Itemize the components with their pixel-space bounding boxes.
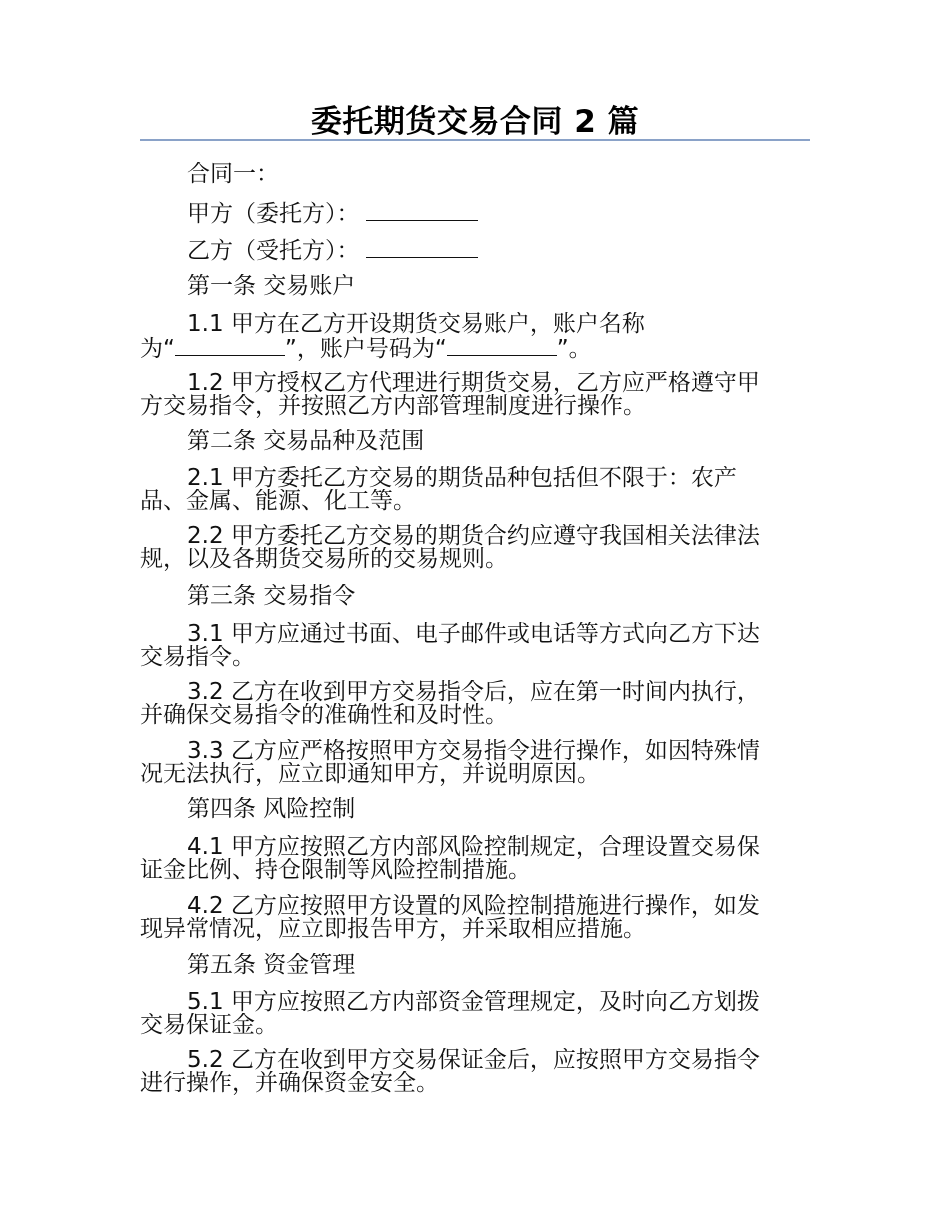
party-a-label: 甲方（委托方）： (187, 201, 360, 226)
party-b-label: 乙方（受托方）： (187, 238, 360, 263)
clause-2-1-line-1: 2.1 甲方委托乙方交易的期货品种包括但不限于：农产 (187, 466, 737, 490)
clause-3-2-line-2: 并确保交易指令的准确性和及时性。 (140, 703, 508, 727)
account-name-blank (175, 335, 285, 356)
clause-1-1-line-1: 1.1 甲方在乙方开设期货交易账户，账户名称 (187, 312, 645, 336)
clause-2-2-line-1: 2.2 甲方委托乙方交易的期货合约应遵守我国相关法律法 (187, 524, 760, 548)
clause-1-1-line-2 (140, 335, 810, 361)
clause-3-3-line-1: 3.3 乙方应严格按照甲方交易指令进行操作，如因特殊情 (187, 739, 760, 763)
account-number-blank (447, 335, 557, 356)
article-4-heading: 第四条 风险控制 (187, 797, 356, 821)
clause-1-2-line-2: 方交易指令，并按照乙方内部管理制度进行操作。 (140, 394, 646, 418)
contract-heading: 合同一： (187, 162, 279, 186)
clause-3-1-line-2: 交易指令。 (140, 645, 255, 669)
clause-3-1-line-1: 3.1 甲方应通过书面、电子邮件或电话等方式向乙方下达 (187, 622, 760, 646)
clause-2-2-line-2: 规，以及各期货交易所的交易规则。 (140, 547, 508, 571)
party-a-line (140, 200, 857, 226)
clause-1-2-line-1: 1.2 甲方授权乙方代理进行期货交易，乙方应严格遵守甲 (187, 371, 760, 395)
party-b-line (140, 237, 857, 263)
clause-1-1-text-a: 为“ (140, 336, 175, 361)
party-a-blank (366, 200, 478, 221)
clause-1-1-text-c: ”。 (556, 336, 592, 361)
clause-2-1-line-2: 品、金属、能源、化工等。 (140, 489, 416, 513)
clause-4-1-line-1: 4.1 甲方应按照乙方内部风险控制规定，合理设置交易保 (187, 835, 760, 859)
clause-4-2-line-2: 现异常情况，应立即报告甲方，并采取相应措施。 (140, 917, 646, 941)
clause-5-2-line-2: 进行操作，并确保资金安全。 (140, 1071, 439, 1095)
party-b-blank (366, 237, 478, 258)
clause-3-2-line-1: 3.2 乙方在收到甲方交易指令后，应在第一时间内执行， (187, 680, 760, 704)
article-1-heading: 第一条 交易账户 (187, 274, 356, 298)
clause-5-1-line-1: 5.1 甲方应按照乙方内部资金管理规定，及时向乙方划拨 (187, 990, 760, 1014)
article-3-heading: 第三条 交易指令 (187, 584, 356, 608)
clause-5-2-line-1: 5.2 乙方在收到甲方交易保证金后，应按照甲方交易指令 (187, 1048, 760, 1072)
clause-5-1-line-2: 交易保证金。 (140, 1013, 278, 1037)
clause-3-3-line-2: 况无法执行，应立即通知甲方，并说明原因。 (140, 762, 600, 786)
document-title: 委托期货交易合同 2 篇 (310, 104, 640, 140)
article-2-heading: 第二条 交易品种及范围 (187, 429, 425, 453)
clause-4-1-line-2: 证金比例、持仓限制等风险控制措施。 (140, 858, 531, 882)
clause-1-1-text-b: ”，账户号码为“ (284, 336, 447, 361)
article-5-heading: 第五条 资金管理 (187, 953, 356, 977)
clause-4-2-line-1: 4.2 乙方应按照甲方设置的风险控制措施进行操作，如发 (187, 894, 760, 918)
title-underline (140, 139, 810, 141)
